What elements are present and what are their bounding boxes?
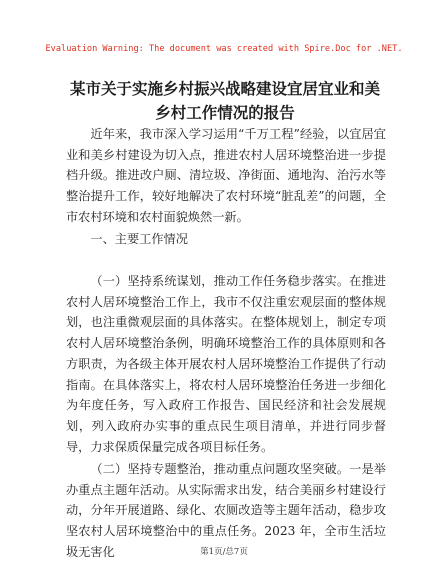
evaluation-warning: Evaluation Warning: The document was created with Spire.Doc for .NET. — [45, 44, 403, 54]
paragraph-system-planning: （一）坚持系统谋划，推动工作任务稳步落实。在推进农村人居环境整治工作上，我市不仅注重宏观层面的整体规划，也注重微观层面的具体落实。在整体规划上，制定专项农村人居环境整治条例，明确环境整治工作的具体原则和各方职责，为各级主体开展农村人居环境整治工作提供了行动指南。在具体落实上，将农村人居环境整治任务进一步细化为年度任务，写入政府工作报告、国民经济和社会发展规划，列入政府办实事的重点民生项目清单，并进行同步督导，力求保质保量完成各项目标任务。 — [66, 274, 386, 454]
page-number-footer: 第1页/总7页 — [200, 547, 248, 557]
intro-paragraph: 近年来，我市深入学习运用“千万工程”经验，以宜居宜业和美乡村建设为切入点，推进农村人居环境整治进一步提档升级。推进改户厕、清垃圾、净街面、通地沟、治污水等整治提升工作，较好地解决了农村环境“脏乱差”的问题，全市农村环境和农村面貌焕然一新。 — [66, 127, 386, 224]
document-title: 某市关于实施乡村振兴战略建设宜居宜业和美乡村工作情况的报告 — [70, 80, 381, 122]
paragraph-special-rectification: （二）坚持专题整治，推动重点问题攻坚突破。一是举办重点主题年活动。从实际需求出发，结合美丽乡村建设行动，分年开展道路、绿化、农厕改造等主题年活动，稳步攻坚农村人居环境整治中的重点任务。2023 年，全市生活垃圾无害化 — [66, 462, 386, 559]
section-heading: 一、主要工作情况 — [90, 232, 188, 246]
